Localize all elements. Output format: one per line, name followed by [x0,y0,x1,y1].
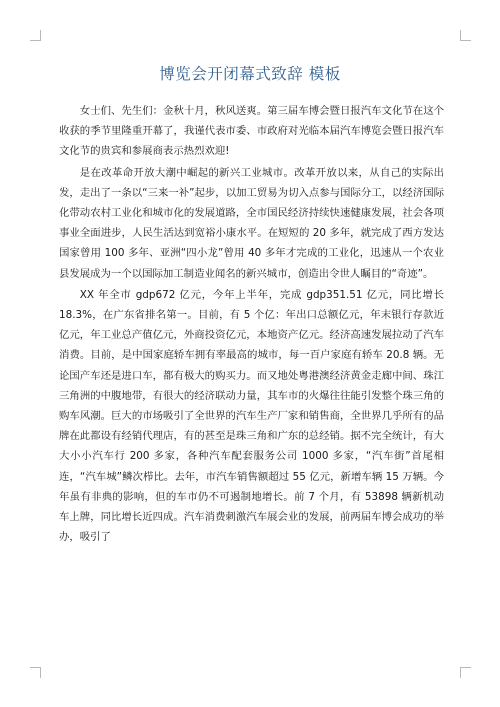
paragraph: 是在改革命开放大潮中崛起的新兴工业城市。改革开放以来，从自己的实际出发，走出了一条以“三来一补”起步，以加工贸易为切入点参与国际分工，以经济国际化带动农村工业化和城市化的发展道路，全市国民经济持续快速健康发展，社会各项事业全面进步，人民生活达到宽裕小康水平。在短短的 20 多年，就完成了西方发达国家曾用 100 多年、亚洲“四小龙”曾用 40 多年才完成的工业化，迅速从一个农业县发展成为一个以国际加工制造业闻名的新兴城市，创造出令世人瞩目的“奇迹”。 [59,166,444,280]
page-corner-mark [30,667,41,678]
document-title: 博览会开闭幕式致辞 模板 [159,65,341,83]
page-corner-mark [460,30,471,41]
paragraph: 女士们、先生们：金秋十月，秋风送爽。第三届车博会暨日报汽车文化节在这个收获的季节里隆重开幕了，我谨代表市委、市政府对光临本届汽车博览会暨日报汽车文化节的贵宾和参展商表示热烈欢迎! [59,105,444,158]
document-body [59,101,444,548]
paragraph: XX 年全市 gdp672 亿元，今年上半年，完成 gdp351.51 亿元，同比增长 18.3%，在广东省排名第一。目前，有 5 个亿：年出口总额亿元，年末银行存款近亿元，年工业总产值亿元，外商投资亿元，本地资产亿元。经济高速发展拉动了汽车消费。目前，是中国家庭轿车拥有率最高的城市，每一百户家庭有轿车 20.8 辆。无论国产车还是进口车，都有极大的购买力。而又地处粤港澳经济黄金走廊中间、珠江三角洲的中腹地带，有很大的经济联动力量，其车市的火爆往往能引发整个珠三角的购车风潮。巨大的市场吸引了全世界的汽车生产厂家和销售商，全世界几乎所有的品牌在此都设有经销代理店，有的甚至是珠三角和广东的总经销。据不完全统计，有大大小小汽车行 200 多家，各种汽车配套服务公司 1000 多家，“汽车街”首尾相连，“汽车城”鳞次栉比。去年，市汽车销售额超过 55 亿元，新增车辆 15 万辆。今年虽有非典的影响，但的车市仍不可遏制地增长。前 7 个月，有 53898 辆新机动车上牌，同比增长近四成。汽车消费刺激汽车展会业的发展，前两届车博会成功的举办，吸引了 [59,288,444,544]
page-corner-mark [460,667,471,678]
page-corner-mark [30,30,41,41]
